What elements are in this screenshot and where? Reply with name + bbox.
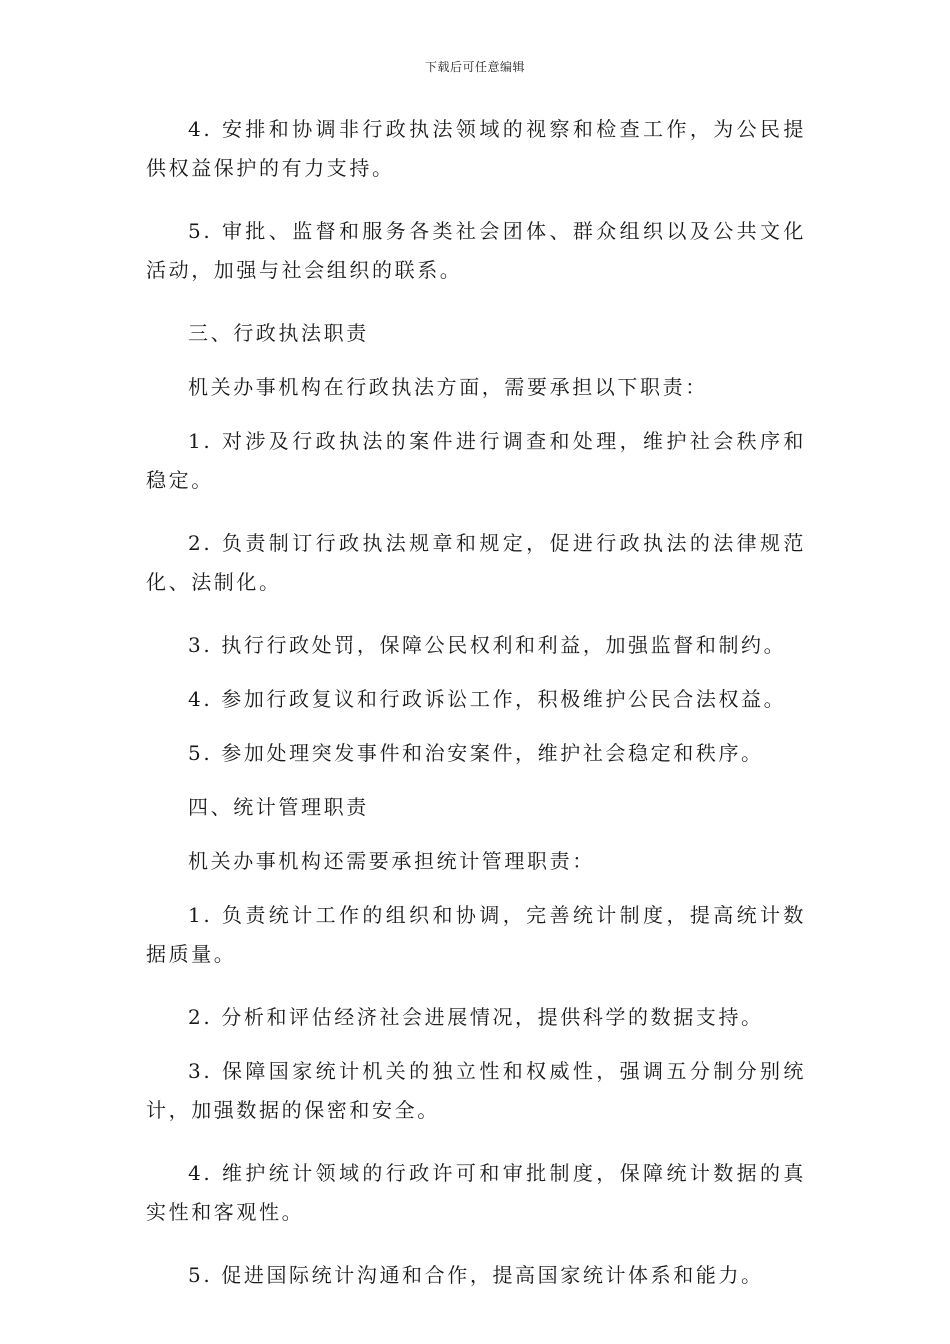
- document-body: [146, 110, 806, 1310]
- paragraph-law-enforcement-intro: 机关办事机构在行政执法方面，需要承担以下职责：: [188, 375, 708, 399]
- paragraph-law-item-1: 1. 对涉及行政执法的案件进行调查和处理，维护社会秩序和稳定。: [146, 429, 806, 492]
- paragraph-law-item-2: 2. 负责制订行政执法规章和规定，促进行政执法的法律规范化、法制化。: [146, 531, 806, 594]
- paragraph-law-item-4: 4. 参加行政复议和行政诉讼工作，积极维护公民合法权益。: [188, 687, 787, 711]
- paragraph-stat-item-4: 4. 维护统计领域的行政许可和审批制度，保障统计数据的真实性和客观性。: [146, 1161, 806, 1224]
- paragraph-stat-item-1: 1. 负责统计工作的组织和协调，完善统计制度，提高统计数据质量。: [146, 903, 806, 966]
- paragraph-law-item-3: 3. 执行行政处罚，保障公民权利和利益，加强监督和制约。: [188, 633, 787, 657]
- paragraph-item-4-supervision: 4. 安排和协调非行政执法领域的视察和检查工作，为公民提供权益保护的有力支持。: [146, 117, 806, 180]
- section-heading-law-enforcement: 三、行政执法职责: [188, 321, 369, 345]
- paragraph-law-item-5: 5. 参加处理突发事件和治安案件，维护社会稳定和秩序。: [188, 741, 764, 765]
- paragraph-stat-item-3: 3. 保障国家统计机关的独立性和权威性，强调五分制分别统计，加强数据的保密和安全。: [146, 1059, 806, 1122]
- paragraph-stat-item-5: 5. 促进国际统计沟通和合作，提高国家统计体系和能力。: [188, 1263, 764, 1287]
- section-heading-statistics: 四、统计管理职责: [188, 795, 369, 819]
- paragraph-stat-item-2: 2. 分析和评估经济社会进展情况，提供科学的数据支持。: [188, 1005, 764, 1029]
- paragraph-statistics-intro: 机关办事机构还需要承担统计管理职责：: [188, 849, 595, 873]
- header-note: 下载后可任意编辑: [424, 60, 525, 74]
- paragraph-item-5-social-orgs: 5. 审批、监督和服务各类社会团体、群众组织以及公共文化活动，加强与社会组织的联系。: [146, 219, 806, 282]
